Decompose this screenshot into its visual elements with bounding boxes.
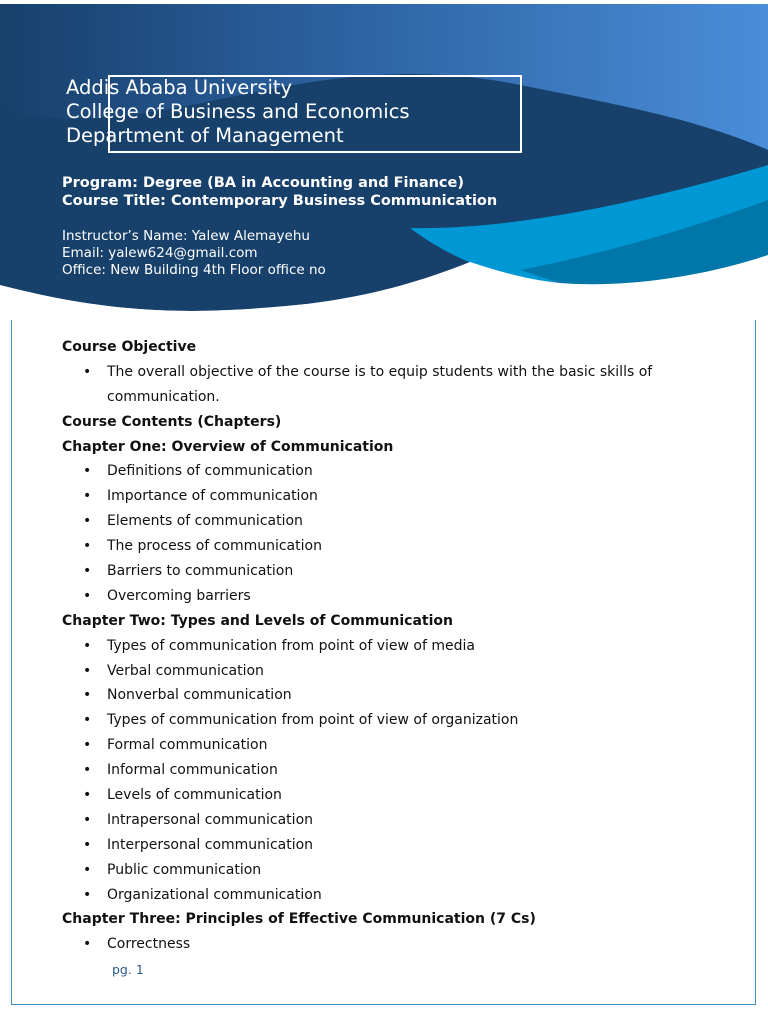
list-item [62,758,722,783]
list-item-text: Correctness [107,936,191,953]
course-title-line: Course Title: Contemporary Business Communication [62,193,498,209]
bullet-icon: • [83,637,92,654]
bullet-icon: • [83,538,92,555]
list-item-text: The process of communication [107,538,322,555]
list-item [62,932,722,957]
list-item [62,833,722,858]
bullet-icon: • [83,836,92,853]
list-item [62,659,722,684]
list-item [62,584,722,609]
objective-heading: Course Objective [62,339,197,355]
list-item-text: Barriers to communication [107,563,294,580]
list-item [62,683,722,708]
list-item [62,534,722,559]
list-item-text: Nonverbal communication [107,687,292,704]
list-item-text: Informal communication [107,762,278,779]
list-item-text: Types of communication from point of view of media [107,637,475,654]
contents-heading: Course Contents (Chapters) [62,413,282,430]
list-item [62,733,722,758]
objective-text-continued: communication. [107,388,220,405]
bullet-icon: • [83,463,92,480]
list-item-text: Types of communication from point of view of organization [107,712,519,729]
chapter-one-heading: Chapter One: Overview of Communication [62,438,394,455]
bullet-icon: • [83,861,92,878]
department-name: Department of Management [66,124,344,147]
chapter-three-heading: Chapter Three: Principles of Effective Communication (7 Cs) [62,911,536,928]
list-item-text: Elements of communication [107,513,303,530]
list-item-text: Definitions of communication [107,463,313,480]
bullet-icon: • [83,662,92,679]
bullet-icon: • [83,587,92,604]
bullet-icon: • [83,488,92,505]
list-item [62,634,722,659]
college-name: College of Business and Economics [66,100,410,123]
list-item [62,360,722,385]
bullet-icon: • [83,762,92,779]
chapter-two-heading: Chapter Two: Types and Levels of Communication [62,612,454,629]
bullet-icon: • [83,363,92,380]
list-item [62,484,722,509]
bullet-icon: • [83,886,92,903]
list-item [62,459,722,484]
list-item-text: Intrapersonal communication [107,811,314,828]
list-item [62,808,722,833]
list-item [62,858,722,883]
course-outline [62,335,722,957]
list-item-text: Formal communication [107,737,268,754]
list-item-text: Importance of communication [107,488,318,505]
bullet-icon: • [83,787,92,804]
bullet-icon: • [83,687,92,704]
bullet-icon: • [83,811,92,828]
list-item [62,509,722,534]
university-name: Addis Ababa University [66,76,293,99]
list-item-text: Verbal communication [107,662,264,679]
list-item [62,883,722,908]
list-item [62,708,722,733]
program-line: Program: Degree (BA in Accounting and Finance) [62,175,464,191]
bullet-icon: • [83,737,92,754]
list-item-text: Organizational communication [107,886,322,903]
instructor-office: Office: New Building 4th Floor office no [62,262,326,278]
list-item-text: Interpersonal communication [107,836,314,853]
bullet-icon: • [83,712,92,729]
bullet-icon: • [83,563,92,580]
list-item [62,559,722,584]
list-item-text: Overcoming barriers [107,587,251,604]
objective-text: The overall objective of the course is to equip students with the basic skills of [107,363,653,380]
bullet-icon: • [83,513,92,530]
instructor-name: Instructor’s Name: Yalew Alemayehu [62,228,310,244]
list-item-text: Levels of communication [107,787,282,804]
page-number: pg. 1 [112,962,144,977]
list-item-text: Public communication [107,861,262,878]
list-item [62,783,722,808]
instructor-email: Email: yalew624@gmail.com [62,245,258,261]
bullet-icon: • [83,936,92,953]
